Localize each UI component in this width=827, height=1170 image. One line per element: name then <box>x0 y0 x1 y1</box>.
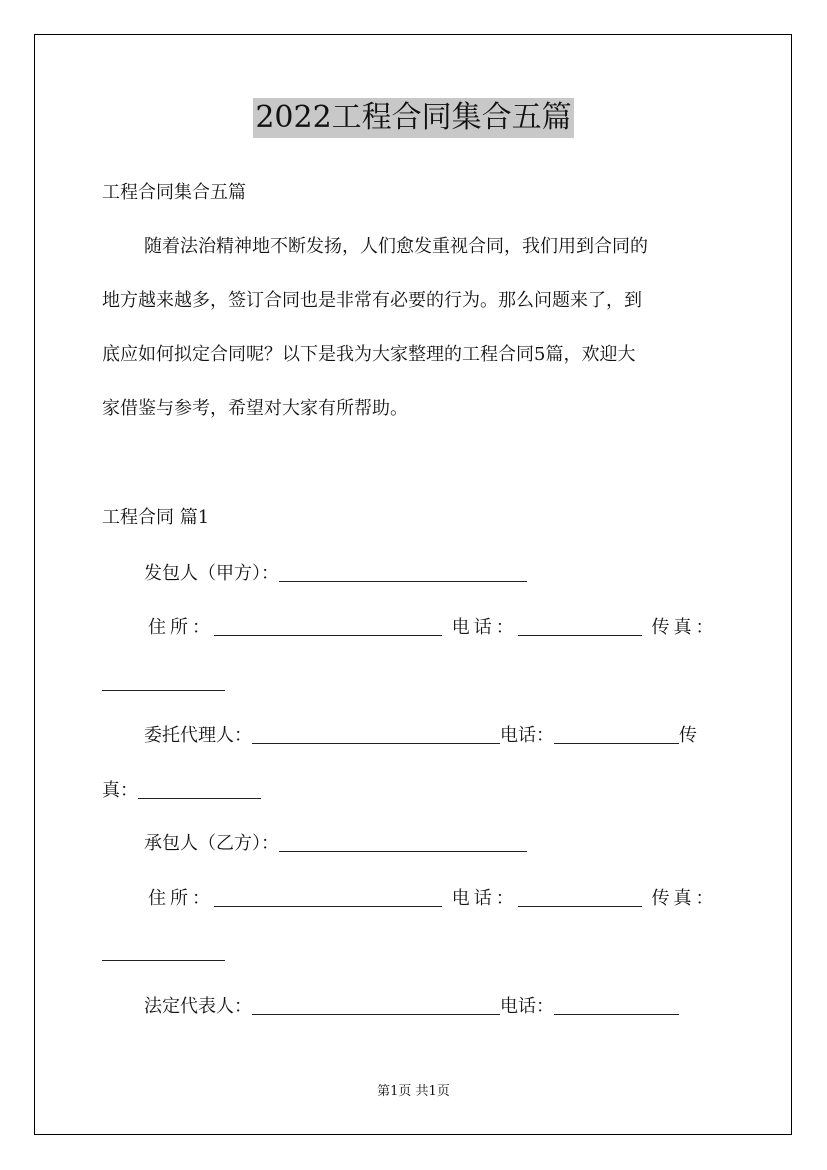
agent-fax-label-1: 传 <box>679 725 697 746</box>
phone-blank[interactable] <box>518 617 642 636</box>
address2-label: 住所： <box>148 888 214 909</box>
phone2-label: 电话： <box>451 888 518 909</box>
subtitle: 工程合同集合五篇 <box>102 182 246 203</box>
address-blank[interactable] <box>214 617 442 636</box>
employer-label: 发包人（甲方）： <box>144 563 279 584</box>
agent-phone-blank[interactable] <box>554 725 679 744</box>
contractor-blank[interactable] <box>279 833 527 852</box>
page-footer: 第1页 共1页 <box>377 1084 450 1099</box>
employer-blank[interactable] <box>279 563 527 582</box>
intro-line-3: 底应如何拟定合同呢？以下是我为大家整理的工程合同5篇，欢迎大 <box>102 344 636 365</box>
section-heading: 工程合同 篇1 <box>102 507 210 528</box>
agent-row <box>144 723 697 749</box>
document-title: 2022工程合同集合五篇 <box>253 98 573 138</box>
legal-phone-blank[interactable] <box>554 996 679 1015</box>
agent-phone-label: 电话： <box>500 725 554 746</box>
agent-fax-blank[interactable] <box>138 780 261 799</box>
address-label: 住所： <box>148 617 214 638</box>
agent-fax-label-2: 真： <box>102 780 138 801</box>
intro-line-2: 地方越来越多，签订合同也是非常有必要的行为。那么问题来了，到 <box>102 290 642 311</box>
contractor-row <box>144 831 527 857</box>
agent-label: 委托代理人： <box>144 725 252 746</box>
address-row <box>148 615 717 641</box>
agent-blank[interactable] <box>252 725 500 744</box>
phone2-blank[interactable] <box>518 888 642 907</box>
fax-blank-row <box>102 670 225 696</box>
phone-label: 电话： <box>451 617 518 638</box>
legal-rep-label: 法定代表人： <box>144 996 252 1017</box>
employer-row <box>144 561 527 587</box>
fax-label: 传真： <box>651 617 718 638</box>
intro-line-1: 随着法治精神地不断发扬，人们愈发重视合同，我们用到合同的 <box>144 236 648 257</box>
fax2-blank[interactable] <box>102 942 225 961</box>
legal-phone-label: 电话： <box>500 996 554 1017</box>
contractor-label: 承包人（乙方）： <box>144 833 279 854</box>
legal-rep-blank[interactable] <box>252 996 500 1015</box>
intro-line-4: 家借鉴与参考，希望对大家有所帮助。 <box>102 398 408 419</box>
legal-rep-row <box>144 994 679 1020</box>
fax2-label: 传真： <box>651 888 718 909</box>
address2-row <box>148 886 717 912</box>
fax-blank[interactable] <box>102 672 225 691</box>
fax2-blank-row <box>102 940 225 966</box>
agent-fax-row <box>102 778 261 804</box>
address2-blank[interactable] <box>214 888 442 907</box>
